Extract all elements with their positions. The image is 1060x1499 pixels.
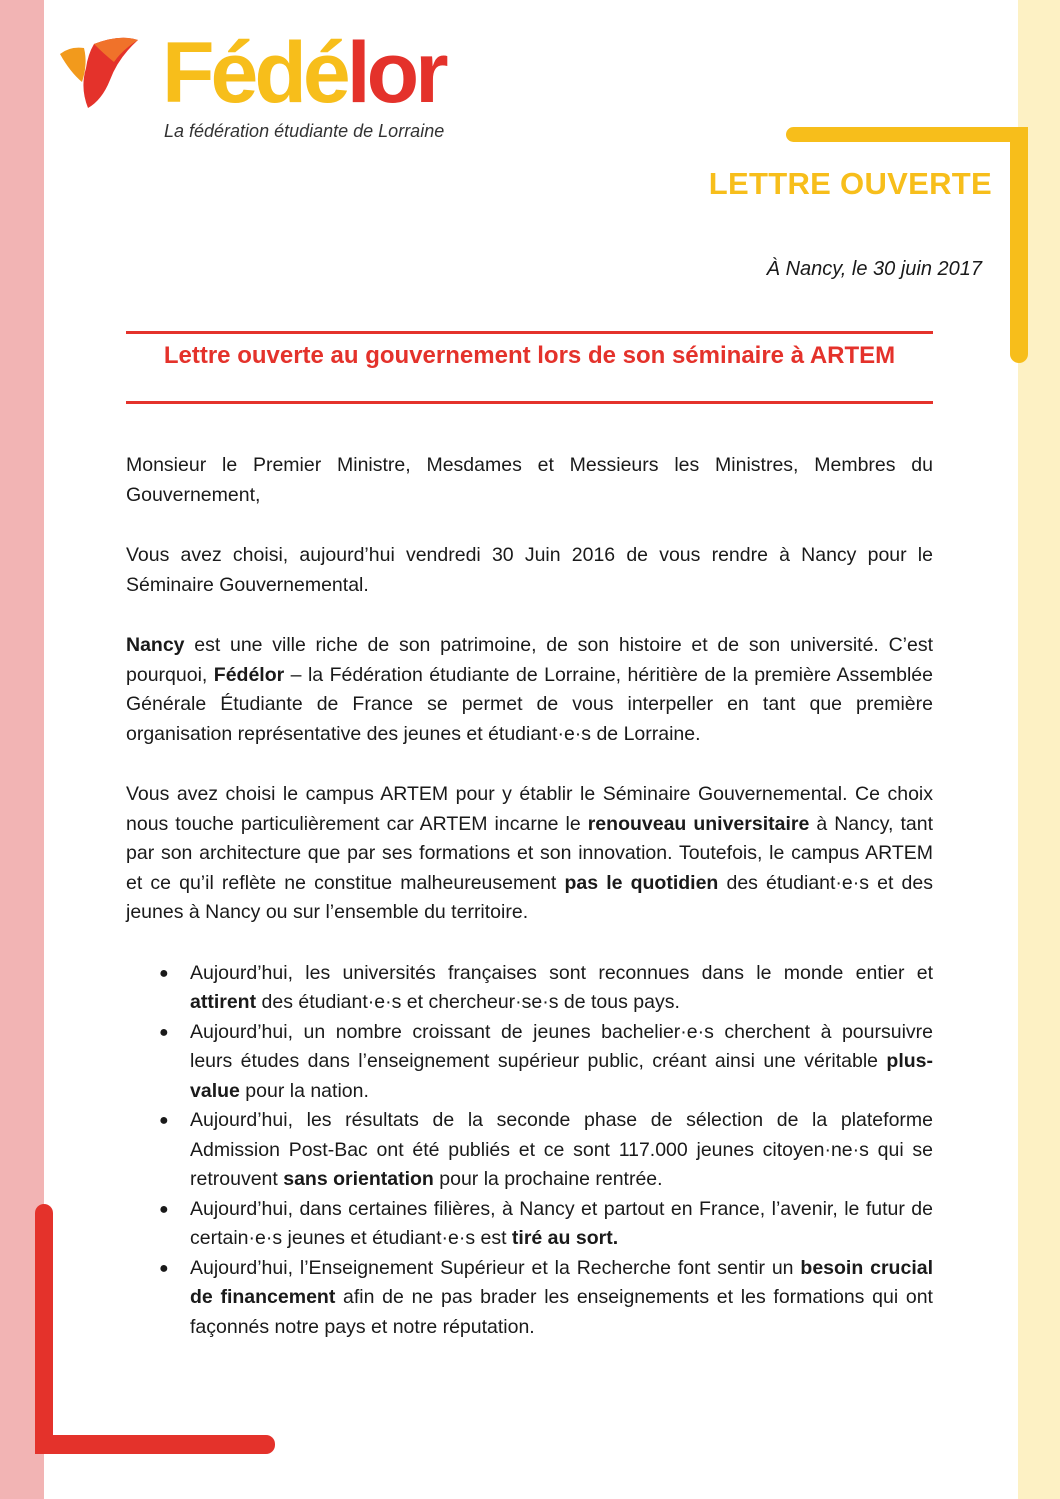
- text-run: Aujourd’hui, dans certaines filières, à Nancy et partout en France, l’avenir, le futur de certain·e·s jeunes et étudiant·e·s est: [190, 1197, 933, 1249]
- body-paragraph: [126, 541, 933, 600]
- body-paragraph: [126, 451, 933, 510]
- bullet-list: [126, 959, 933, 1343]
- logo-tagline: La fédération étudiante de Lorraine: [164, 121, 445, 141]
- text-run: des étudiant·e·s et chercheur·se·s de tous pays.: [256, 991, 680, 1013]
- title-rule-top: [126, 331, 933, 334]
- corner-decor-top: [786, 127, 1028, 142]
- corner-decor-bottom-horizontal: [35, 1435, 275, 1454]
- bullet-dot-icon: ●: [159, 1023, 169, 1041]
- letter-title: Lettre ouverte au gouvernement lors de son séminaire à ARTEM: [163, 342, 896, 369]
- bold-text: pas le quotidien: [564, 871, 719, 894]
- letter-body: [126, 451, 933, 1342]
- document-type-label: LETTRE OUVERTE: [708, 166, 992, 201]
- flame-icon: [58, 36, 158, 116]
- text-run: Aujourd’hui, un nombre croissant de jeunes bachelier·e·s cherchent à poursuivre leurs études dans l’enseignement supérieur public, créant ainsi une véritable: [190, 1020, 933, 1072]
- bullet-item: [126, 1018, 933, 1107]
- title-rule-bottom: [126, 401, 933, 404]
- bold-text: Nancy: [126, 634, 185, 656]
- logo-wordmark: Fédélor: [162, 25, 445, 121]
- corner-decor-bottom: [35, 1204, 53, 1454]
- text-run: des étudiant·e·s et des jeunes à Nancy ou sur l’ensemble du territoire.: [126, 871, 933, 923]
- text-run: Vous avez choisi, aujourd’hui vendredi 30 Juin 2016 de vous rendre à Nancy pour le Séminaire Gouvernemental.: [126, 544, 933, 596]
- bold-text: besoin crucial de financement: [190, 1256, 933, 1308]
- bullet-dot-icon: ●: [159, 964, 169, 982]
- fedelor-logo: [58, 25, 458, 146]
- text-run: Aujourd’hui, l’Enseignement Supérieur et la Recherche font sentir un: [190, 1256, 801, 1279]
- bold-text: plus-value: [190, 1050, 933, 1102]
- text-run: à Nancy, tant par son architecture que par ses formations et son innovation. Toutefois, le campus ARTEM et ce qu’il reflète ne constitue malheureusement: [126, 812, 933, 894]
- text-run: pour la nation.: [239, 1079, 369, 1102]
- bold-text: Fédélor: [213, 663, 285, 686]
- bold-text: sans orientation: [283, 1168, 434, 1190]
- text-run: Aujourd’hui, les résultats de la seconde phase de sélection de la plateforme Admission Post-Bac ont été publiés et ce sont 117.000 jeunes citoyen·ne·s qui se retrouvent: [190, 1109, 933, 1190]
- bullet-item: [126, 1195, 933, 1254]
- text-run: Vous avez choisi le campus ARTEM pour y établir le Séminaire Gouvernemental. Ce choix nous touche particulièrement car ARTEM incarne le: [126, 783, 933, 835]
- bullet-item: [126, 959, 933, 1018]
- bold-text: tiré au sort.: [511, 1227, 619, 1249]
- bold-text: attirent: [190, 991, 257, 1013]
- body-paragraph: [126, 631, 933, 749]
- text-run: – la Fédération étudiante de Lorraine, héritière de la première Assemblée Générale Étudiante de France se permet de vous interpeller en tant que première organisation représentative des jeunes et étudiant·e·s de Lorraine.: [126, 663, 933, 745]
- corner-decor-top-vertical: [1010, 127, 1028, 363]
- text-run: Aujourd’hui, les universités françaises sont reconnues dans le monde entier et: [190, 961, 933, 984]
- bullet-item: [126, 1106, 933, 1195]
- text-run: Monsieur le Premier Ministre, Mesdames et Messieurs les Ministres, Membres du Gouvernement,: [126, 454, 933, 506]
- bullet-dot-icon: ●: [159, 1259, 169, 1277]
- bullet-dot-icon: ●: [159, 1200, 169, 1218]
- bullet-item: [126, 1254, 933, 1343]
- bullet-dot-icon: ●: [159, 1112, 169, 1129]
- letter-date: À Nancy, le 30 juin 2017: [766, 258, 982, 280]
- text-run: afin de ne pas brader les enseignements et les formations qui ont façonnés notre pays et notre réputation.: [190, 1286, 933, 1338]
- body-paragraph: [126, 780, 933, 928]
- bold-text: renouveau universitaire: [587, 812, 810, 835]
- text-run: est une ville riche de son patrimoine, de son histoire et de son université. C’est pourquoi,: [126, 634, 933, 686]
- text-run: pour la prochaine rentrée.: [433, 1168, 663, 1190]
